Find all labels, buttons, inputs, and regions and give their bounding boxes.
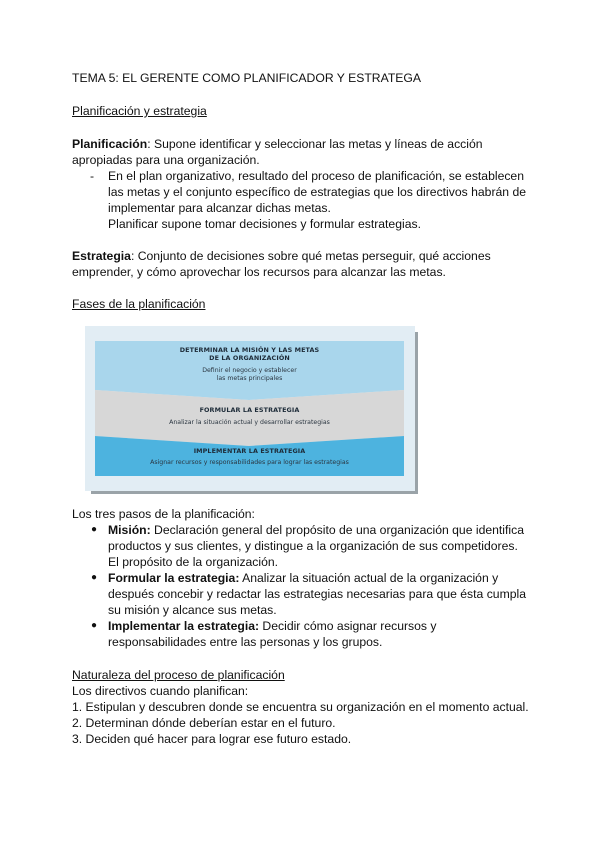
planificacion-definition-line1 bbox=[72, 136, 483, 152]
band-formular bbox=[95, 406, 404, 427]
planificacion-definition-line2: apropiadas para una organización. bbox=[72, 153, 260, 167]
figure-shadow-bottom bbox=[91, 491, 418, 494]
paso-mision-text: Declaración general del propósito de una organización que identifica bbox=[150, 523, 524, 537]
tres-pasos-intro: Los tres pasos de la planificación: bbox=[72, 507, 255, 521]
paso-implementar-line2: responsabilidades entre las personas y los grupos. bbox=[108, 635, 383, 649]
band-implementar-title: IMPLEMENTAR LA ESTRATEGIA bbox=[193, 447, 306, 455]
estrategia-term: Estrategia bbox=[72, 249, 131, 263]
naturaleza-item-1: 1. Estipulan y descubren donde se encuentra su organización en el momento actual. bbox=[72, 700, 529, 714]
sub-bullet-line3: implementar para alcanzar dichas metas. bbox=[108, 201, 331, 215]
sub-bullet-line4: Planificar supone tomar decisiones y formular estrategias. bbox=[108, 217, 421, 231]
band-determinar-title-1: DETERMINAR LA MISIÓN Y LAS METAS bbox=[179, 346, 320, 354]
band-determinar bbox=[95, 346, 404, 383]
band-determinar-sub-2: las metas principales bbox=[216, 375, 283, 382]
band-determinar-sub-1: Definir el negocio y establecer bbox=[202, 367, 297, 374]
page-title: TEMA 5: EL GERENTE COMO PLANIFICADOR Y ESTRATEGA bbox=[72, 71, 421, 85]
band-determinar-title-2: DE LA ORGANIZACIÓN bbox=[209, 354, 290, 362]
paso-implementar-line1 bbox=[108, 618, 437, 634]
naturaleza-intro: Los directivos cuando planifican: bbox=[72, 684, 249, 698]
paso-mision-line3: El propósito de la organización. bbox=[108, 555, 279, 569]
figure-shadow-right bbox=[415, 332, 418, 492]
bullet-icon: ● bbox=[91, 572, 98, 583]
naturaleza-item-3: 3. Deciden qué hacer para lograr ese futuro estado. bbox=[72, 732, 352, 746]
paso-implementar-text: Decidir cómo asignar recursos y bbox=[259, 619, 437, 633]
planificacion-text: : Supone identificar y seleccionar las metas y líneas de acción bbox=[147, 137, 483, 151]
planificacion-term: Planificación bbox=[72, 137, 148, 151]
section-heading-planificacion: Planificación y estrategia bbox=[72, 104, 207, 118]
sub-bullet-line2: las metas y el conjunto específico de estrategias que los directivos habrán de bbox=[108, 185, 526, 199]
paso-formular-term: Formular la estrategia: bbox=[108, 571, 240, 585]
paso-mision-term: Misión: bbox=[108, 523, 151, 537]
estrategia-text: : Conjunto de decisiones sobre qué metas perseguir, qué acciones bbox=[130, 249, 491, 263]
bullet-icon: ● bbox=[91, 524, 98, 535]
section-heading-naturaleza: Naturaleza del proceso de planificación bbox=[72, 668, 285, 682]
paso-implementar-term: Implementar la estrategia: bbox=[108, 619, 260, 633]
band-implementar-sub: Asignar recursos y responsabilidades para lograr las estrategias bbox=[150, 459, 349, 466]
estrategia-definition-line2: emprender, y cómo aprovechar los recursos para alcanzar las metas. bbox=[72, 265, 446, 279]
paso-mision-line2: productos y sus clientes, y distingue a la organización de sus competidores. bbox=[108, 539, 518, 553]
paso-mision-line1 bbox=[108, 522, 524, 538]
section-heading-fases: Fases de la planificación bbox=[72, 297, 206, 311]
estrategia-definition-line1 bbox=[72, 248, 491, 264]
paso-formular-line2: después concebir y redactar las estrategias necesarias para que ésta cumpla bbox=[108, 587, 526, 601]
dash-marker: - bbox=[90, 169, 95, 183]
paso-formular-line3: su misión y alcance sus metas. bbox=[108, 603, 277, 617]
band-formular-title: FORMULAR LA ESTRATEGIA bbox=[199, 406, 300, 414]
planning-phases-figure bbox=[85, 326, 415, 491]
paso-formular-line1 bbox=[108, 570, 498, 586]
sub-bullet-line1: En el plan organizativo, resultado del proceso de planificación, se establecen bbox=[108, 169, 524, 183]
naturaleza-item-2: 2. Determinan dónde deberían estar en el futuro. bbox=[72, 716, 336, 730]
bullet-icon: ● bbox=[91, 620, 98, 631]
band-implementar bbox=[95, 447, 404, 467]
band-formular-sub: Analizar la situación actual y desarrollar estrategias bbox=[169, 419, 330, 426]
paso-formular-text: Analizar la situación actual de la organización y bbox=[239, 571, 499, 585]
